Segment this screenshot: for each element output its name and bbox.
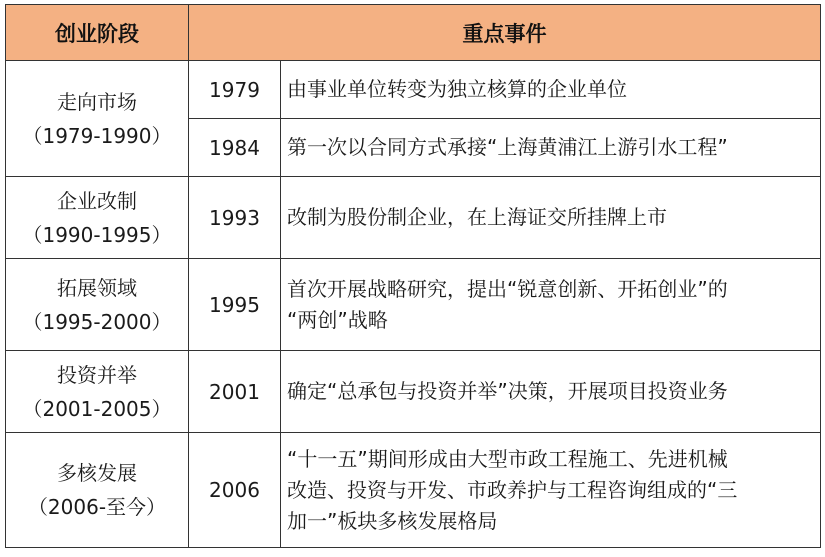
header-stage: 创业阶段 [6,5,189,61]
event-cell [281,177,821,259]
year-cell: 1995 [189,259,281,351]
event-line: “两创”战略 [287,307,388,332]
stage-name: 走向市场 [57,89,137,114]
event-cell [281,433,821,548]
event-line: 改造、投资与开发、市政养护与工程咨询组成的“三 [287,477,738,502]
event-cell [281,119,821,177]
event-line: 第一次以合同方式承接“上海黄浦江上游引水工程” [287,135,728,159]
stage-period: （1979-1990） [22,123,172,148]
table-row [6,177,821,259]
event-cell [281,351,821,433]
event-line: 改制为股份制企业，在上海证交所挂牌上市 [287,205,667,229]
header-row [6,5,821,61]
stage-cell [6,433,189,548]
stage-cell [6,177,189,259]
stage-name: 多核发展 [57,461,137,485]
stage-cell [6,61,189,177]
stage-name: 拓展领域 [57,275,137,300]
event-line: 确定“总承包与投资并举”决策，开展项目投资业务 [287,379,728,403]
table-row [6,61,821,119]
year-cell: 1993 [189,177,281,259]
stage-period: （2006-至今） [27,495,167,519]
event-line: 由事业单位转变为独立核算的企业单位 [287,77,627,101]
event-cell [281,61,821,119]
year-cell: 1984 [189,119,281,177]
year-cell: 2001 [189,351,281,433]
event-cell [281,259,821,351]
stage-period: （2001-2005） [22,396,172,421]
table-row [6,433,821,548]
header-events: 重点事件 [189,5,821,61]
year-cell: 2006 [189,433,281,548]
event-line: “十一五”期间形成由大型市政工程施工、先进机械 [287,446,728,471]
stage-name: 企业改制 [57,188,137,213]
stage-cell [6,351,189,433]
stage-period: （1990-1995） [22,222,172,247]
table-row [6,351,821,433]
event-line: 加一”板块多核发展格局 [287,508,498,533]
stage-name: 投资并举 [57,362,137,387]
stage-cell [6,259,189,351]
year-cell: 1979 [189,61,281,119]
stage-period: （1995-2000） [22,309,172,334]
stage-events-table [5,4,821,548]
event-line: 首次开展战略研究，提出“锐意创新、开拓创业”的 [287,276,728,301]
table-row [6,259,821,351]
